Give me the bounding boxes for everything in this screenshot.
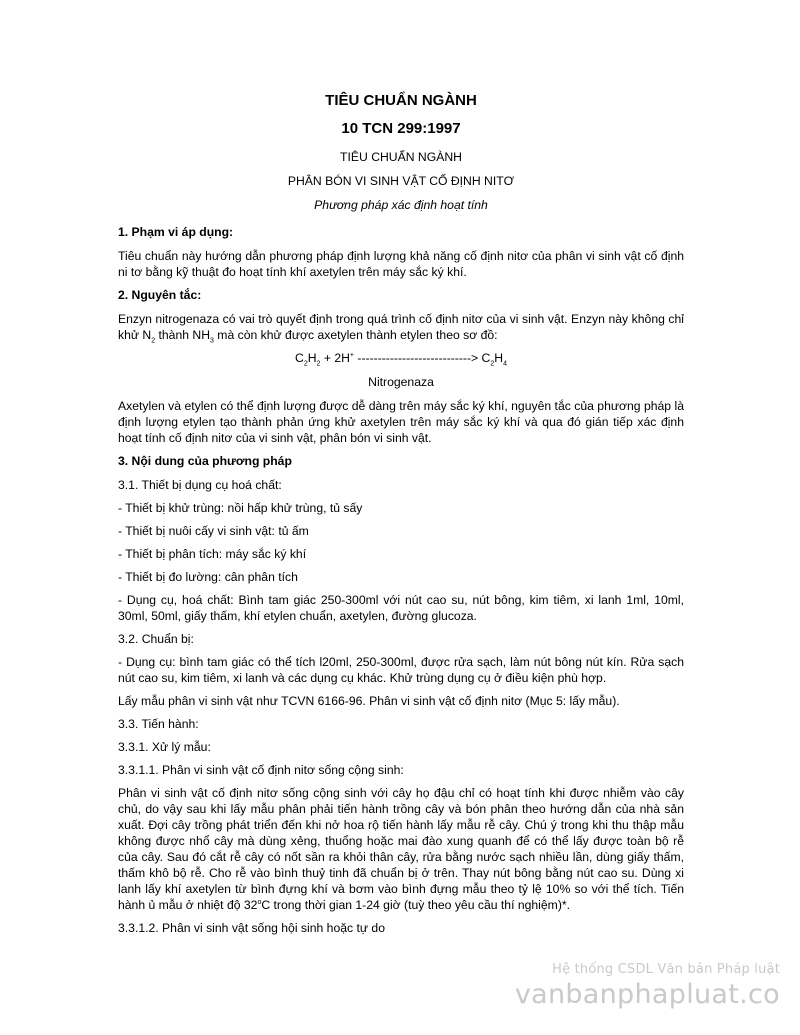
line-tools: - Dụng cụ, hoá chất: Bình tam giác 250-300ml với nút cao su, nút bông, kim tiêm, xi lanh 1ml, 10ml, 30ml, 50ml, giấy thấm, khí etylen chuẩn, axetylen, đường glucoza. — [118, 593, 684, 623]
section-1-text: Tiêu chuẩn này hướng dẫn phương pháp định lượng khả năng cố định nitơ của phân vi sinh vật cố định ni tơ bằng kỹ thuật đo hoạt tính khí axetylen trên máy sắc ký khí. — [118, 249, 684, 279]
line-3-1: 3.1. Thiết bị dụng cụ hoá chất: — [118, 478, 282, 492]
line-incubation: - Thiết bị nuôi cấy vi sinh vật: tủ ấm — [118, 524, 309, 538]
section-3-heading: 3. Nội dung của phương pháp — [118, 454, 292, 468]
line-3-3-1-2: 3.3.1.2. Phân vi sinh vật sống hội sinh hoặc tự do — [118, 921, 385, 935]
section-2-heading: 2. Nguyên tắc: — [118, 288, 202, 302]
doc-code: 10 TCN 299:1997 — [341, 120, 461, 137]
watermark — [515, 962, 780, 1010]
line-3-3-1: 3.3.1. Xử lý mẫu: — [118, 740, 211, 754]
symbiotic-paragraph: Phân vi sinh vật cố định nitơ sống cộng sinh với cây họ đậu chỉ có hoạt tính khi được nhiễm vào cây chủ, do vậy sau khi lấy mẫu phân phải tiến hành trồng cây và bón phân theo hướng dẫn của nhà sản xuất. Đợi cây trồng phát triển đến khi nở hoa rộ tiến hành lấy mẫu rễ cây. Chú ý trong khi thu thập mẫu không được nhổ cây mà dùng xẻng, thuổng hoặc mai đào xung quanh để có thể lấy được toàn bộ rễ của cây. Sau đó cắt rễ cây có nốt sần ra khỏi thân cây, rửa bằng nước sạch nhiều lần, dùng giấy thấm, thấm khô bộ rễ. Cho rễ vào bình thuỷ tinh đã chuẩn bị ở trên. Thay nút bông bằng nút cao su. Dùng xi lanh lấy khí axetylen từ bình đựng khí và bơm vào bình đựng mẫu theo tỷ lệ 10% so với thể tích. Tiến hành ủ mẫu ở nhiệt độ 32$^o$C trong thời gian 1-24 giờ (tuỳ theo yêu cầu thí nghiệm)*. — [118, 786, 684, 912]
enzyme-label: Nitrogenaza — [368, 375, 434, 389]
section-1-heading: 1. Phạm vi áp dụng: — [118, 225, 234, 239]
line-analysis: - Thiết bị phân tích: máy sắc ký khí — [118, 547, 307, 561]
line-3-3-1-1: 3.3.1.1. Phân vi sinh vật cố định nitơ sống cộng sinh: — [118, 763, 404, 777]
watermark-line-2: vanbanphapluat.co — [514, 979, 780, 1010]
line-3-2: 3.2. Chuẩn bị: — [118, 632, 194, 646]
line-sterilization: - Thiết bị khử trùng: nồi hấp khử trùng, tủ sấy — [118, 501, 363, 515]
doc-method: Phương pháp xác định hoạt tính — [314, 198, 488, 212]
line-measurement: - Thiết bị đo lường: cân phân tích — [118, 570, 298, 584]
section-2-paragraph-2: Axetylen và etylen có thể định lượng được dễ dàng trên máy sắc ký khí, nguyên tắc của phương pháp là định lượng etylen tạo thành phản ứng khử axetylen trên máy sắc ký khí và qua đó gián tiếp xác định hoạt tính cố định nitơ của vi sinh vật, phân bón vi sinh vật. — [118, 399, 684, 445]
line-3-3: 3.3. Tiến hành: — [118, 717, 199, 731]
reaction-equation: $C_2H_2 + 2H^+$ ----------------------------> $C_2H_4$ — [295, 351, 507, 368]
doc-name: PHÂN BÓN VI SINH VẬT CỐ ĐỊNH NITƠ — [287, 174, 515, 188]
line-sampling: Lấy mẫu phân vi sinh vật như TCVN 6166-96. Phân vi sinh vật cố định nitơ (Mục 5: lấy mẫu). — [118, 694, 620, 708]
doc-title: TIÊU CHUẨN NGÀNH — [325, 92, 477, 109]
section-2-paragraph-1: Enzyn nitrogenaza có vai trò quyết định trong quá trình cố định nitơ của vi sinh vật. Enzyn này không chỉ khử $N_2$ thành $NH_3$ mà còn khử được axetylen thành etylen theo sơ đồ: — [118, 312, 684, 345]
doc-subtitle: TIÊU CHUẨN NGÀNH — [340, 150, 462, 164]
line-prep-tools: - Dụng cụ: bình tam giác có thể tích l20ml, 250-300ml, được rửa sạch, làm nút bông nút kín. Rửa sạch nút cao su, kim tiêm, xi lanh và các dụng cụ khác. Khử trùng dụng cụ ở điều kiện phù hợp. — [118, 655, 684, 685]
document-body — [118, 92, 684, 943]
watermark-line-1: Hệ thống CSDL Văn bản Pháp luật — [552, 962, 780, 977]
